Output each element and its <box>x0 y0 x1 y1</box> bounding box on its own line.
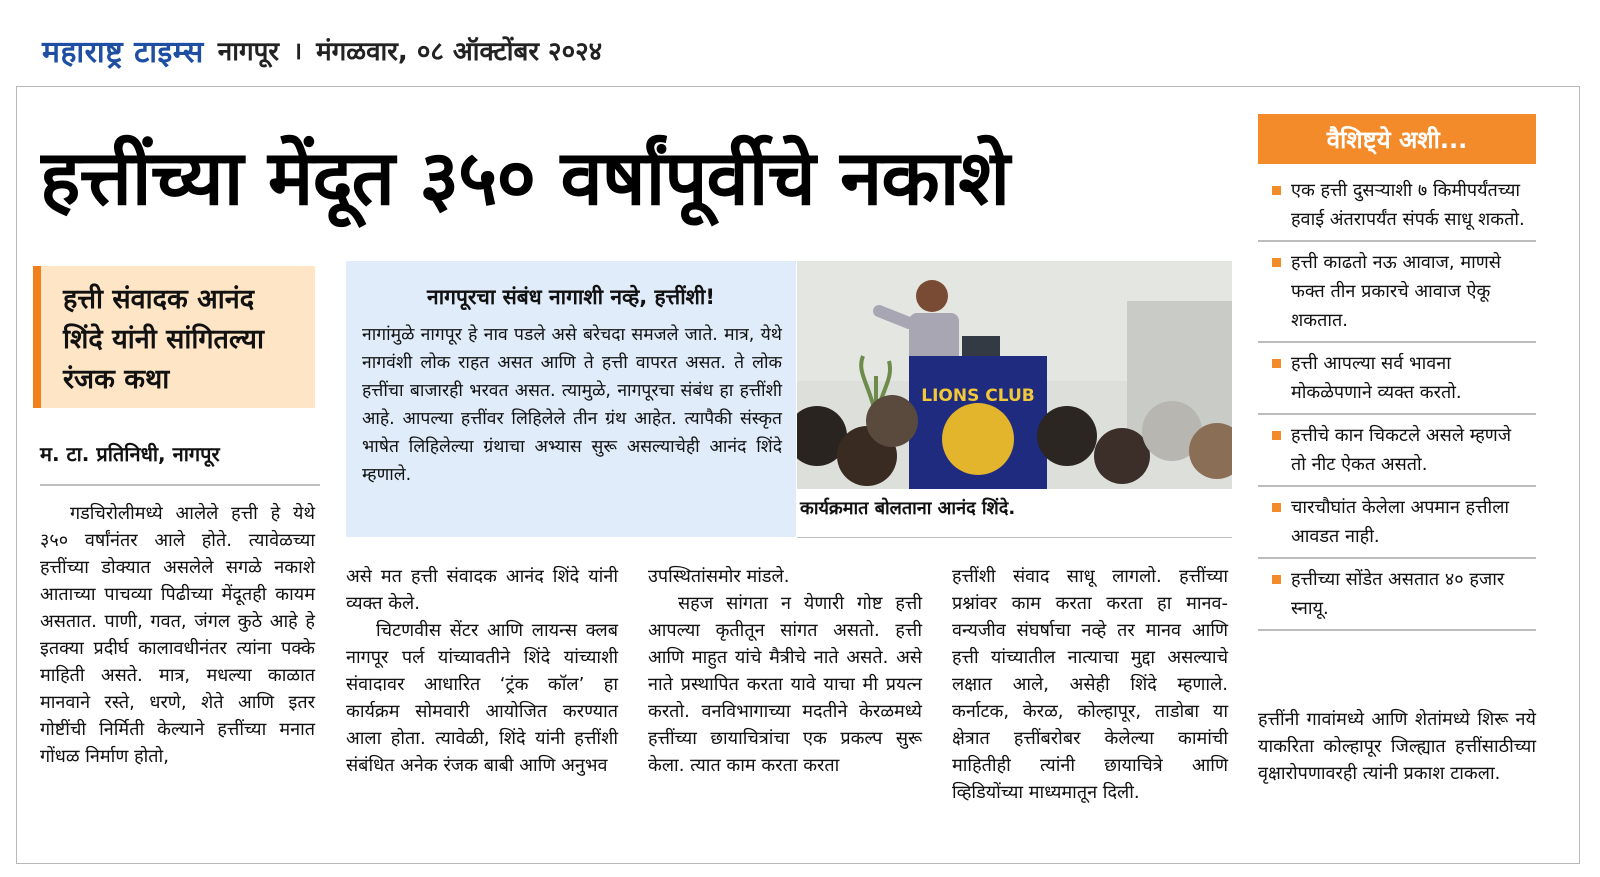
feature-text: एक हत्ती दुसऱ्याशी ७ किमीपर्यंतच्या हवाई अंतरापर्यंत संपर्क साधू शकतो. <box>1291 180 1525 230</box>
bullet-icon <box>1272 503 1281 512</box>
list-item <box>1258 343 1536 415</box>
photo-caption: कार्यक्रमात बोलताना आनंद शिंदे. <box>800 498 1016 519</box>
bullet-icon <box>1272 258 1281 267</box>
headline: हत्तींच्या मेंदूत ३५० वर्षांपूर्वीचे नकाशे <box>40 133 1010 222</box>
list-item <box>1258 170 1536 242</box>
byline: म. टा. प्रतिनिधी, नागपूर <box>40 442 220 466</box>
feature-text: हत्ती आपल्या सर्व भावना मोकळेपणाने व्यक्त करतो. <box>1291 353 1462 403</box>
masthead <box>42 28 602 72</box>
feature-text: हत्ती काढतो नऊ आवाज, माणसे फक्त तीन प्रकारचे आवाज ऐकू शकतात. <box>1291 252 1501 331</box>
bullet-icon <box>1272 575 1281 584</box>
list-item <box>1258 487 1536 559</box>
body-paragraph: उपस्थितांसमोर मांडले. <box>648 566 790 587</box>
list-item <box>1258 242 1536 343</box>
edition-date: मंगळवार, ०८ ऑक्टोंबर २०२४ <box>316 37 603 67</box>
edition-city: नागपूर <box>217 37 280 67</box>
body-column-1 <box>40 500 315 770</box>
feature-list <box>1258 170 1536 631</box>
kicker-subheading: हत्ती संवादक आनंद शिंदे यांनी सांगितल्या रंजक कथा <box>33 266 315 408</box>
divider <box>797 537 1232 538</box>
list-item <box>1258 415 1536 487</box>
list-item <box>1258 559 1536 631</box>
info-box <box>346 261 796 537</box>
sidebar-closing-paragraph: हत्तींनी गावांमध्ये आणि शेतांमध्ये शिरू नये याकरिता कोल्हापूर जिल्ह्यात हत्तींसाठीच्या वृक्षारोपणावरही त्यांनी प्रकाश टाकला. <box>1258 709 1536 784</box>
bullet-icon <box>1272 359 1281 368</box>
sidebar-title: वैशिष्ट्ये अशी... <box>1258 114 1536 164</box>
newspaper-name: महाराष्ट्र टाइम्स <box>42 34 204 70</box>
bullet-icon <box>1272 431 1281 440</box>
body-column-2 <box>346 563 618 779</box>
speaker-photo-illustration <box>797 261 1232 489</box>
body-paragraph: हत्तींशी संवाद साधू लागलो. हत्तींच्या प्रश्नांवर काम करता करता हा मानव-वन्यजीव संघर्षाचा नव्हे तर मानव आणि हत्ती यांच्यातील नात्याचा मुद्दा असल्याचे लक्षात आले, असेही शिंदे म्हणाले. कर्नाटक, केरळ, कोल्हापूर, ताडोबा या क्षेत्रात हत्तींबरोबर केलेल्या कामांची माहितीही त्यांनी छायाचित्रे आणि व्हिडियोंच्या माध्यमातून दिली. <box>952 566 1228 803</box>
article-photo <box>797 261 1232 489</box>
body-paragraph: असे मत हत्ती संवादक आनंद शिंदे यांनी व्यक्त केले. <box>346 566 618 614</box>
podium-banner-text: LIONS CLUB <box>921 386 1035 406</box>
body-paragraph: गडचिरोलीमध्ये आलेले हत्ती हे येथे ३५० वर्षांनंतर आले होते. त्यावेळच्या हत्तींच्या डोक्यात असलेले सगळे नकाशे आताच्या पाचव्या पिढीच्या मेंदूतही कायम असतात. पाणी, गवत, जंगल कुठे आहे हे इतक्या प्रदीर्घ कालावधीनंतर त्यांना पक्के माहिती असते. मात्र, मधल्या काळात मानवाने रस्ते, धरणे, शेते आणि इतर गोष्टींची निर्मिती केल्याने हत्तींच्या मनात गोंधळ निर्माण होतो, <box>40 503 315 767</box>
body-column-4 <box>952 563 1228 806</box>
body-paragraph: चिटणवीस सेंटर आणि लायन्स क्लब नागपूर पर्ल यांच्यावतीने शिंदे यांच्याशी संवादावर आधारित ‘ट्रंक कॉल’ हा कार्यक्रम सोमवारी आयोजित करण्यात आला होता. त्यावेळी, शिंदे यांनी हत्तींशी संबंधित अनेक रंजक बाबी आणि अनुभव <box>346 620 618 776</box>
divider <box>40 484 320 486</box>
body-column-3 <box>648 563 922 779</box>
bullet-icon <box>1272 186 1281 195</box>
info-box-title: नागपूरचा संबंध नागाशी नव्हे, हत्तींशी! <box>427 285 715 309</box>
feature-text: हत्तीचे कान चिकटले असले म्हणजे तो नीट ऐकत असतो. <box>1291 425 1512 475</box>
feature-text: हत्तीच्या सोंडेत असतात ४० हजार स्नायू. <box>1291 569 1505 619</box>
feature-text: चारचौघांत केलेला अपमान हत्तीला आवडत नाही. <box>1291 497 1510 547</box>
info-box-text: नागांमुळे नागपूर हे नाव पडले असे बरेचदा समजले जाते. मात्र, येथे नागवंशी लोक राहत असत आणि ते हत्ती वापरत असत. ते लोक हत्तींचा बाजारही भरवत असत. त्यामुळे, नागपूरचा संबंध हा हत्तींशी आहे. आपल्या हत्तींवर लिहिलेले तीन ग्रंथ आहेत. त्यापैकी संस्कृत भाषेत लिहिलेल्या ग्रंथाचा अभ्यास सुरू असल्याचेही आनंद शिंदे म्हणाले. <box>362 325 782 485</box>
separator: । <box>293 36 303 65</box>
body-paragraph: सहज सांगता न येणारी गोष्ट हत्ती आपल्या कृतीतून सांगत असतो. हत्ती आणि माहुत यांचे मैत्रीचे नाते असते. असे नाते प्रस्थापित करता यावे याचा मी प्रयत्न करतो. वनविभागाच्या मदतीने केरळमध्ये हत्तींच्या छायाचित्रांचा एक प्रकल्प सुरू केला. त्यात काम करता करता <box>648 593 922 776</box>
